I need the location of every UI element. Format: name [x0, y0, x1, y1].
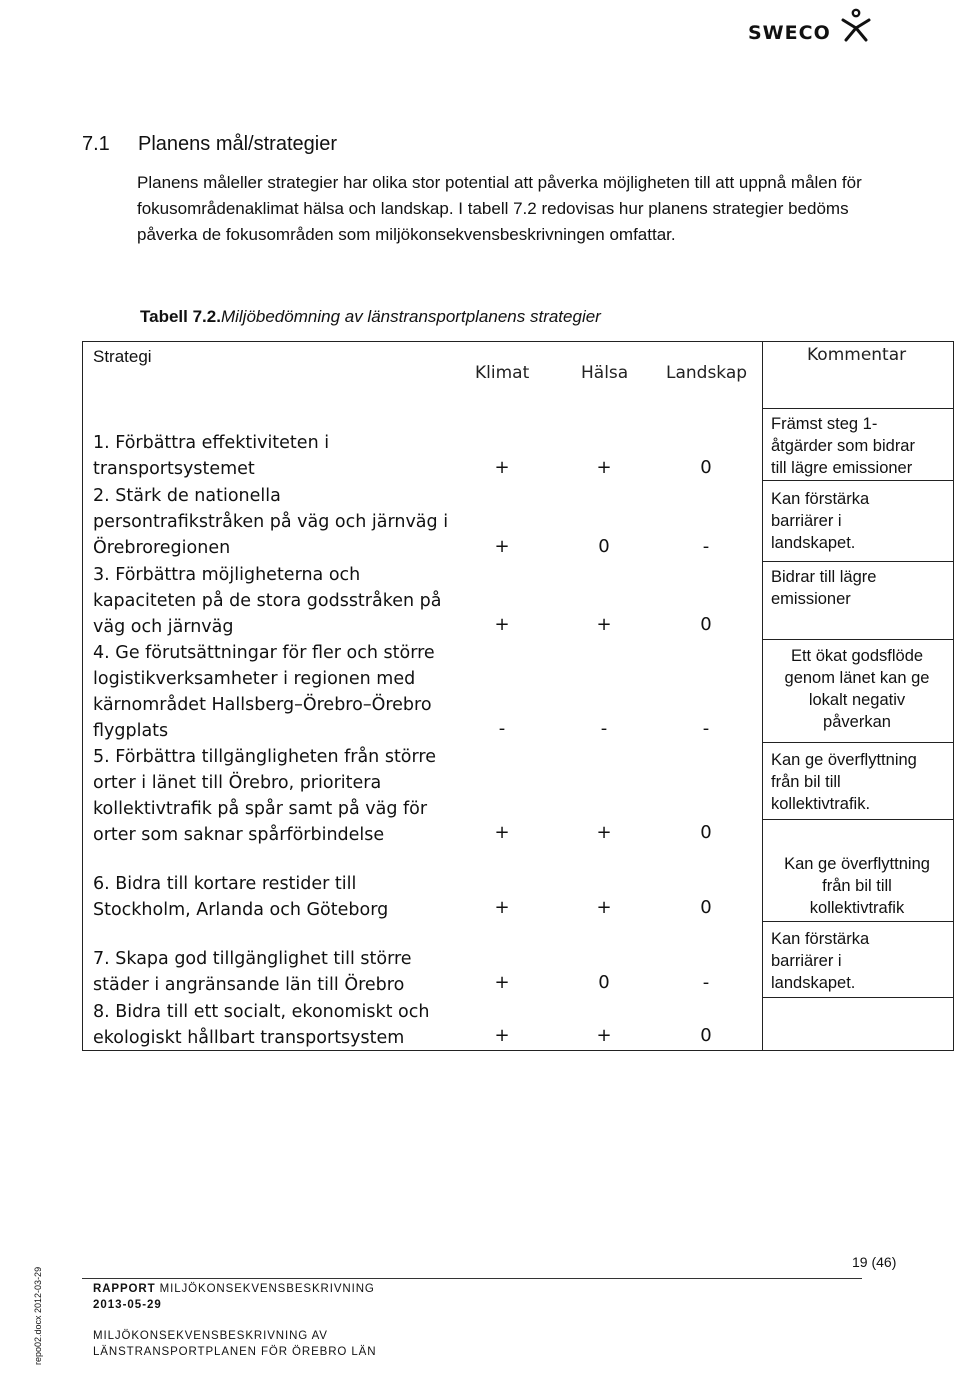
score-halsa-2: 0: [598, 536, 610, 557]
score-landskap-1: 0: [700, 457, 712, 478]
footer-report-type: MILJÖKONSEKVENSBESKRIVNING: [159, 1283, 375, 1295]
footer-date: 2013-05-29: [93, 1299, 162, 1311]
score-halsa-4: -: [600, 718, 608, 739]
score-landskap-3: 0: [700, 614, 712, 635]
strategy-8: 8. Bidra till ett socialt, ekonomiskt och ekologiskt hållbart transportsystem: [93, 1002, 430, 1048]
score-klimat-6: +: [494, 897, 510, 918]
footer-report-label: RAPPORT: [93, 1283, 156, 1295]
score-landskap-4: -: [702, 718, 710, 739]
score-landskap-7: -: [702, 972, 710, 993]
score-landskap-5: 0: [700, 822, 712, 843]
score-landskap-2: -: [702, 536, 710, 557]
header-klimat: Klimat: [475, 363, 530, 383]
strategy-4: 4. Ge förutsättningar för fler och större logistikverksamheter i regionen med kärnområdet Hallsberg–Örebro–Örebro flygplats: [93, 643, 435, 741]
score-landskap-6: 0: [700, 897, 712, 918]
score-halsa-8: +: [596, 1025, 612, 1046]
caption-label: Tabell 7.2.: [140, 307, 221, 326]
score-klimat-8: +: [494, 1025, 510, 1046]
strategy-7: 7. Skapa god tillgänglighet till större städer i angränsande län till Örebro: [93, 949, 412, 995]
comment-4: Ett ökat godsflöde genom länet kan ge lokalt negativ påverkan: [784, 647, 930, 731]
header-kommentar: Kommentar: [807, 345, 907, 365]
comment-1: Främst steg 1- åtgärder som bidrar till lägre emissioner: [771, 415, 915, 477]
strategy-5: 5. Förbättra tillgängligheten från större orter i länet till Örebro, prioritera kollektivtrafik på spår samt på väg för orter som saknar spårförbindelse: [93, 747, 436, 845]
page-number: 19 (46): [852, 1254, 897, 1270]
header-landskap: Landskap: [666, 363, 748, 383]
section-number: 7.1: [82, 133, 110, 155]
footer-report-line: [93, 1283, 375, 1295]
score-klimat-7: +: [494, 972, 510, 993]
comment-3: Bidrar till lägre emissioner: [771, 568, 877, 608]
score-klimat-4: -: [498, 718, 506, 739]
score-halsa-5: +: [596, 822, 612, 843]
score-landskap-8: 0: [700, 1025, 712, 1046]
footer-divider: [82, 1278, 862, 1279]
strategy-6: 6. Bidra till kortare restider till Stockholm, Arlanda och Göteborg: [93, 874, 389, 920]
score-halsa-6: +: [596, 897, 612, 918]
sweco-figure-icon: [839, 8, 873, 42]
comment-6: Kan ge överflyttning från bil till kollektivtrafik: [784, 855, 930, 917]
score-halsa-7: 0: [598, 972, 610, 993]
caption-text: Miljöbedömning av länstransportplanens strategier: [220, 307, 601, 326]
score-klimat-2: +: [494, 536, 510, 557]
comment-5: Kan ge överflyttning från bil till kollektivtrafik.: [771, 751, 917, 813]
strategy-2: 2. Stärk de nationella persontrafikstråken på väg och järnväg i Örebroregionen: [93, 486, 449, 558]
score-klimat-3: +: [494, 614, 510, 635]
table-caption: [140, 307, 601, 327]
strategy-1: 1. Förbättra effektiviteten i transportsystemet: [93, 433, 330, 479]
strategy-3: 3. Förbättra möjligheterna och kapaciteten på de stora godsstråken på väg och järnväg: [93, 565, 442, 637]
comment-7: Kan förstärka barriärer i landskapet.: [771, 930, 870, 992]
logo-text: SWECO: [748, 22, 831, 44]
footer-title-line2: LÄNSTRANSPORTPLANEN FÖR ÖREBRO LÄN: [93, 1346, 377, 1358]
score-klimat-1: +: [494, 457, 510, 478]
side-file-reference: repo02.docx 2012-03-29: [33, 1266, 43, 1365]
footer-title-line1: MILJÖKONSEKVENSBESKRIVNING AV: [93, 1330, 328, 1342]
intro-paragraph: Planens måleller strategier har olika stor potential att påverka möjligheten till att uppnå målen för fokusområdenaklimat hälsa och landskap. I tabell 7.2 redovisas hur planens strategier bedöms påverka de fokusområden som miljökonsekvensbeskrivningen omfattar.: [137, 173, 862, 244]
score-halsa-1: +: [596, 457, 612, 478]
header-halsa: Hälsa: [581, 363, 629, 383]
sweco-logo: [748, 8, 898, 48]
score-halsa-3: +: [596, 614, 612, 635]
section-title: Planens mål/strategier: [138, 133, 337, 155]
comment-2: Kan förstärka barriärer i landskapet.: [771, 490, 870, 552]
header-strategi: Strategi: [93, 347, 152, 366]
score-klimat-5: +: [494, 822, 510, 843]
